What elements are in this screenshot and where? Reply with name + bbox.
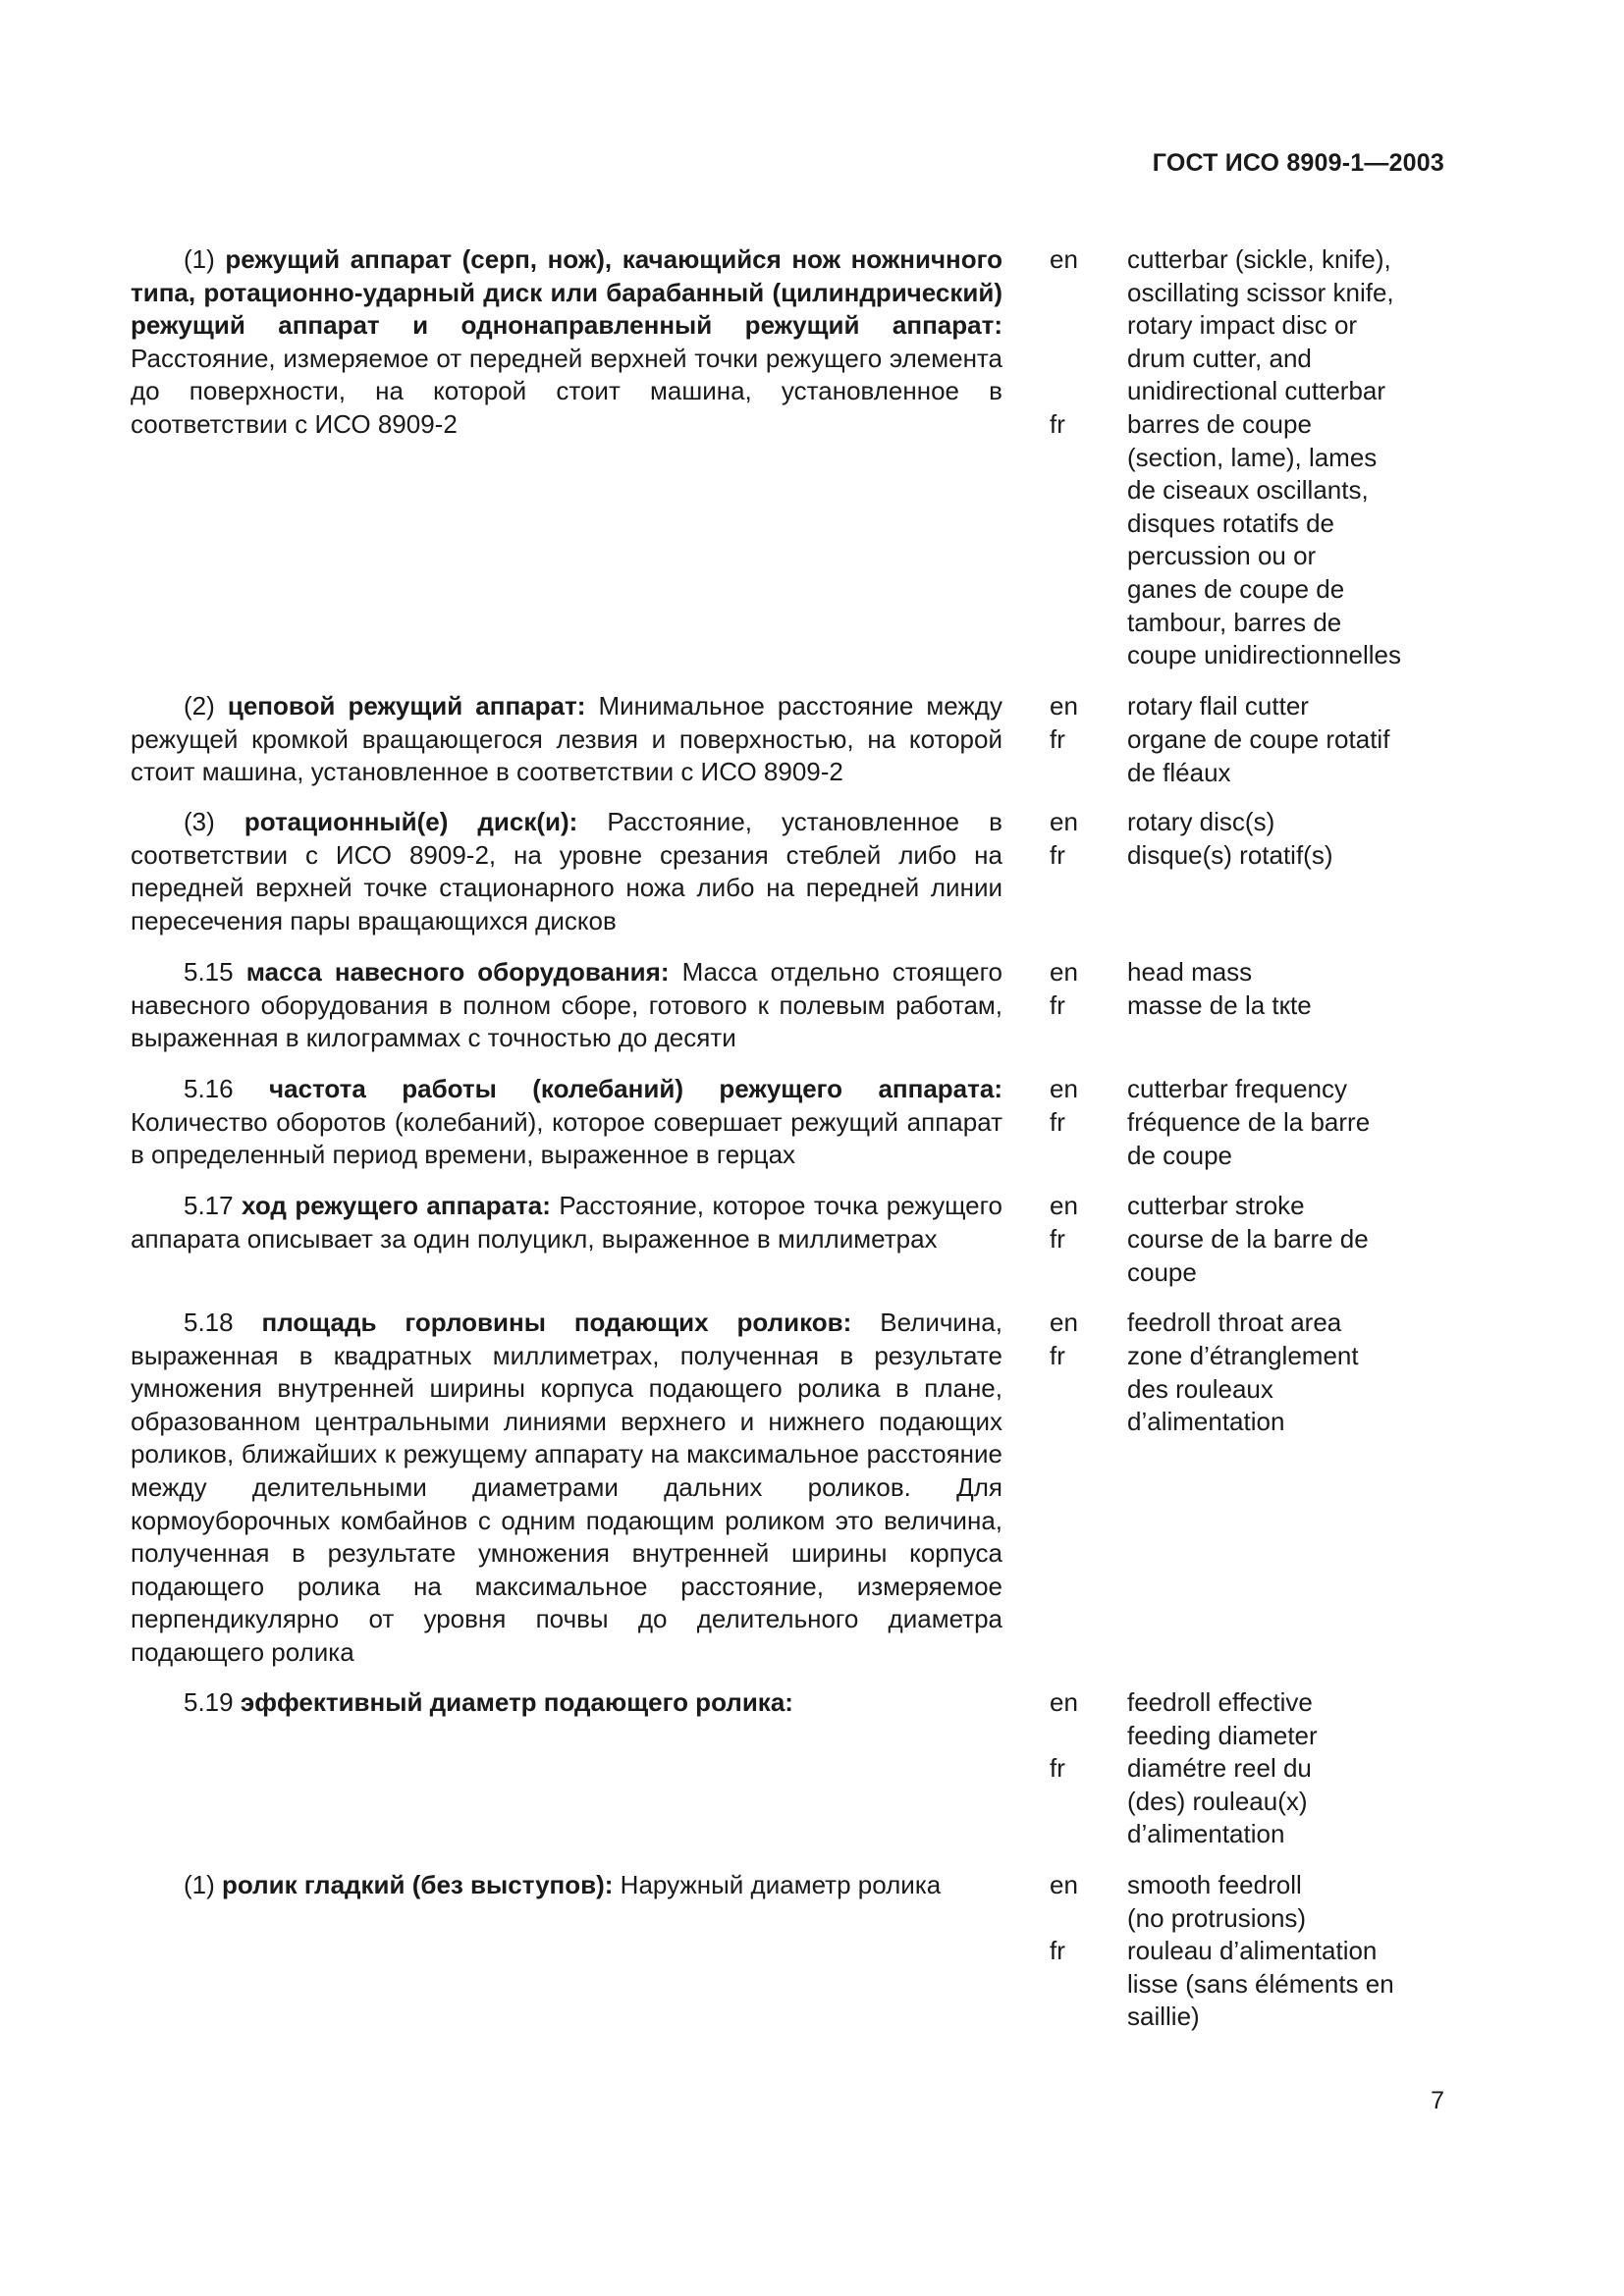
translation-line: rotary impact disc or bbox=[1127, 310, 1358, 341]
translation-line: cutterbar stroke bbox=[1127, 1191, 1305, 1220]
translation-line: rotary disc(s) bbox=[1127, 807, 1275, 836]
translation-line: d’alimentation bbox=[1127, 1407, 1285, 1437]
translation-line: ganes de coupe de bbox=[1127, 573, 1345, 604]
translation-line: smooth feedroll bbox=[1127, 1870, 1302, 1899]
translation-line: de fléaux bbox=[1127, 757, 1231, 787]
translation-en bbox=[1127, 690, 1441, 723]
translation-line: de coupe bbox=[1127, 1140, 1232, 1170]
lang-label-fr: fr bbox=[1050, 1107, 1065, 1137]
translation-line: organe de coupe rotatif bbox=[1127, 724, 1390, 754]
term-number: (1) bbox=[184, 244, 215, 274]
translation-line: (section, lame), lames bbox=[1127, 442, 1378, 472]
translation-line: (no protrusions) bbox=[1127, 1902, 1307, 1933]
translation-line: saillie) bbox=[1127, 2002, 1200, 2032]
lang-label-en: en bbox=[1050, 1308, 1078, 1337]
lang-label-en: en bbox=[1050, 1191, 1078, 1220]
term-text: Минимальное расстояние между режущей кромкой вращающегося лезвия и поверхностью, на которой стоит машина, установленное в соответствии с ИСО 8909-2 bbox=[131, 691, 1002, 787]
translation-line: coupe unidirectionnelles bbox=[1127, 640, 1401, 670]
translation-line: feedroll throat area bbox=[1127, 1308, 1342, 1337]
translation-en bbox=[1127, 1686, 1441, 1752]
lang-label-fr: fr bbox=[1050, 840, 1065, 870]
term-definition bbox=[131, 1686, 1002, 1720]
translation-fr bbox=[1127, 723, 1441, 789]
term-text: Количество оборотов (колебаний), которое совершает режущий аппарат в определенный период времени, выраженное в герцах bbox=[131, 1106, 1002, 1170]
translation-line: rotary flail cutter bbox=[1127, 691, 1309, 721]
translation-line: unidirectional cutterbar bbox=[1127, 376, 1386, 406]
lang-label-fr: fr bbox=[1050, 1224, 1065, 1254]
lang-label-en: en bbox=[1050, 691, 1078, 721]
translation-en bbox=[1127, 956, 1441, 989]
translation-line: course de la barre de bbox=[1127, 1224, 1369, 1254]
term-text: Расстояние, которое точка режущего аппарата описывает за один полуцикл, выраженное в миллиметрах bbox=[131, 1191, 1003, 1254]
translation-en bbox=[1127, 1190, 1441, 1223]
lang-label-fr: fr bbox=[1050, 1753, 1065, 1783]
term-name: ролик гладкий (без выступов): bbox=[222, 1870, 614, 1899]
term-text: Расстояние, измеряемое от передней верхней точки режущего элемента до поверхности, на которой стоит машина, установленное в соответствии с ИСО 8909-2 bbox=[131, 343, 1002, 439]
translation-line: oscillating scissor knife, bbox=[1127, 277, 1394, 307]
translation-en bbox=[1127, 243, 1441, 408]
term-name: масса навесного оборудования: bbox=[245, 957, 670, 987]
translation-line: feedroll effective bbox=[1127, 1687, 1313, 1717]
translation-line: cutterbar (sickle, knife), bbox=[1127, 244, 1391, 274]
translation-line: cutterbar frequency bbox=[1127, 1074, 1348, 1103]
lang-label-fr: fr bbox=[1050, 409, 1065, 439]
lang-label-fr: fr bbox=[1050, 990, 1065, 1020]
translation-line: barres de coupe bbox=[1127, 409, 1312, 439]
translation-fr bbox=[1127, 1340, 1441, 1439]
translation-line: drum cutter, and bbox=[1127, 343, 1312, 373]
term-definition bbox=[131, 243, 1002, 442]
term-text: Наружный диаметр ролика bbox=[620, 1870, 942, 1899]
term-text: Масса отдельно стоящего навесного оборудования в полном сборе, готового к полевым работам, выраженная в килограммах с точностью до десяти bbox=[131, 957, 1002, 1053]
lang-label-en: en bbox=[1050, 1870, 1078, 1899]
translation-fr bbox=[1127, 1223, 1441, 1289]
translation-en bbox=[1127, 1307, 1441, 1340]
term-number: 5.19 bbox=[184, 1687, 234, 1717]
translation-line: fréquence de la barre bbox=[1127, 1107, 1371, 1137]
lang-label-en: en bbox=[1050, 1074, 1078, 1103]
lang-label-en: en bbox=[1050, 244, 1078, 274]
term-number: 5.18 bbox=[184, 1308, 234, 1337]
translation-fr bbox=[1127, 839, 1441, 873]
lang-label-en: en bbox=[1050, 807, 1078, 836]
translation-fr bbox=[1127, 408, 1441, 672]
term-definition bbox=[131, 1190, 1002, 1255]
lang-label-fr: fr bbox=[1050, 724, 1065, 754]
term-name: частота работы (колебаний) режущего аппарата: bbox=[269, 1074, 1002, 1103]
term-name: ход режущего аппарата: bbox=[242, 1191, 551, 1220]
translation-line: disque(s) rotatif(s) bbox=[1127, 840, 1333, 870]
term-number: (3) bbox=[184, 807, 215, 836]
term-definition bbox=[131, 1073, 1002, 1172]
translation-line: lisse (sans éléments en bbox=[1127, 1968, 1394, 1999]
term-text: Расстояние, установленное в соответствии с ИСО 8909-2, на уровне срезания стеблей либо на передней верхней точке стационарного ножа либо на передней линии пересечения пары вращающихся дисков bbox=[131, 807, 1002, 935]
term-definition bbox=[131, 956, 1002, 1055]
term-definition bbox=[131, 806, 1002, 937]
term-text: Величина, выраженная в квадратных миллиметрах, полученная в результате умножения внутренней ширины корпуса подающего ролика в плане, образованном центральными линиями верхнего и нижнего подающих роликов, ближайших к режущему аппарату на максимальное расстояние между делительными диаметрами дальних роликов. Для кормоуборочных комбайнов с одним подающим роликом это величина, полученная в результате умножения внутренней ширины корпуса подающего ролика на максимальное расстояние, измеряемое перпендикулярно от уровня почвы до делительного диаметра подающего ролика bbox=[131, 1308, 1002, 1667]
translation-line: diamétre reel du bbox=[1127, 1753, 1312, 1783]
translation-line: de ciseaux oscillants, bbox=[1127, 475, 1369, 506]
translation-line: coupe bbox=[1127, 1256, 1197, 1287]
translation-line: rouleau d’alimentation bbox=[1127, 1936, 1378, 1965]
translation-line: feeding diameter bbox=[1127, 1720, 1318, 1750]
term-number: (2) bbox=[184, 691, 215, 721]
translation-line: percussion ou or bbox=[1127, 541, 1317, 571]
term-definition bbox=[131, 1869, 1002, 1902]
term-definition bbox=[131, 1307, 1002, 1670]
term-name: площадь горловины подающих роликов: bbox=[261, 1308, 852, 1337]
translation-en bbox=[1127, 1869, 1441, 1935]
lang-label-en: en bbox=[1050, 1687, 1078, 1717]
lang-label-fr: fr bbox=[1050, 1341, 1065, 1370]
term-number: 5.16 bbox=[184, 1074, 234, 1103]
translation-en bbox=[1127, 806, 1441, 839]
translation-en bbox=[1127, 1073, 1441, 1106]
translation-fr bbox=[1127, 989, 1441, 1023]
translation-fr bbox=[1127, 1752, 1441, 1851]
term-number: (1) bbox=[184, 1870, 215, 1899]
translation-line: masse de la tкte bbox=[1127, 990, 1312, 1020]
term-name: эффективный диаметр подающего ролика: bbox=[240, 1687, 793, 1717]
page-number: 7 bbox=[1431, 2087, 1444, 2114]
term-number: 5.17 bbox=[184, 1191, 234, 1220]
term-number: 5.15 bbox=[184, 957, 234, 987]
lang-label-fr: fr bbox=[1050, 1936, 1065, 1965]
translation-line: tambour, barres de bbox=[1127, 607, 1342, 637]
term-name: цеповой режущий аппарат: bbox=[227, 691, 586, 721]
translation-fr bbox=[1127, 1106, 1441, 1172]
translation-line: head mass bbox=[1127, 957, 1253, 987]
translation-fr bbox=[1127, 1935, 1441, 2034]
lang-label-en: en bbox=[1050, 957, 1078, 987]
translation-line: (des) rouleau(x) bbox=[1127, 1786, 1308, 1816]
translation-line: disques rotatifs de bbox=[1127, 507, 1335, 538]
term-name: режущий аппарат (серп, нож), качающийся нож ножничного типа, ротационно-ударный диск или барабанный (цилиндрический) режущий аппарат и однонаправленный режущий аппарат: bbox=[131, 244, 1002, 341]
document-header: ГОСТ ИСО 8909-1—2003 bbox=[1152, 149, 1444, 177]
translation-line: des rouleaux bbox=[1127, 1373, 1273, 1404]
translation-line: d’alimentation bbox=[1127, 1819, 1285, 1849]
translation-line: zone d’étranglement bbox=[1127, 1341, 1359, 1370]
term-definition bbox=[131, 690, 1002, 789]
term-name: ротационный(е) диск(и): bbox=[244, 807, 578, 836]
